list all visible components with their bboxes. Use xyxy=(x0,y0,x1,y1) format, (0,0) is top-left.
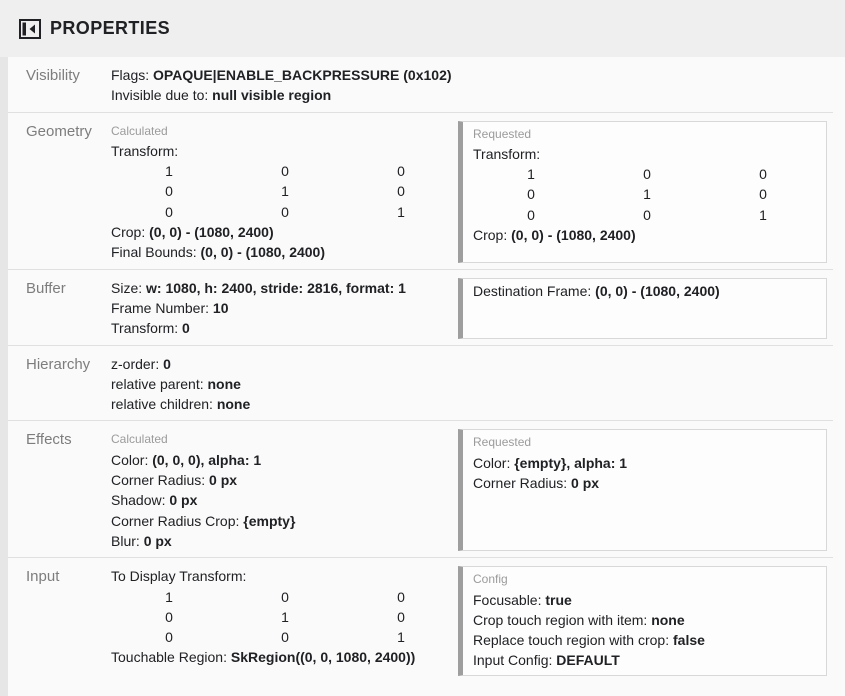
matrix-cell: 1 xyxy=(397,629,405,646)
property-key: Destination Frame: xyxy=(473,282,596,299)
property-row-crop xyxy=(473,225,816,245)
property-row-corner-radius-crop xyxy=(111,511,458,531)
property-key: Shadow: xyxy=(111,492,170,509)
matrix-cell: 0 xyxy=(165,629,173,646)
property-value: 0 xyxy=(182,320,190,337)
property-key: Corner Radius: xyxy=(111,472,210,489)
buffer-content xyxy=(111,278,458,339)
matrix-row xyxy=(111,587,459,607)
property-value: null visible region xyxy=(212,87,332,104)
property-row-relative-children xyxy=(111,394,458,414)
matrix-cell: 0 xyxy=(165,203,173,220)
properties-card xyxy=(8,57,845,696)
matrix-cell: 0 xyxy=(397,588,405,605)
property-row-size xyxy=(111,278,458,298)
section-geometry xyxy=(8,113,833,270)
property-key: Flags: xyxy=(111,67,154,83)
property-row-color xyxy=(111,450,458,470)
property-key: Color: xyxy=(473,454,515,471)
property-value: 0 px xyxy=(169,492,198,509)
property-value: 10 xyxy=(212,299,229,316)
matrix-cell: 0 xyxy=(643,206,651,223)
property-key: Touchable Region: xyxy=(111,649,231,666)
section-label-buffer: Buffer xyxy=(26,279,66,297)
section-label-hierarchy: Hierarchy xyxy=(26,355,91,373)
property-row-relative-parent xyxy=(111,374,458,394)
matrix-row xyxy=(111,627,459,647)
matrix-cell: 0 xyxy=(397,183,405,200)
section-input xyxy=(8,558,833,693)
property-row-flags xyxy=(111,65,458,85)
geometry-requested-box xyxy=(458,121,827,263)
property-value: {empty} xyxy=(243,512,296,529)
calculated-tag: Calculated xyxy=(111,123,168,138)
matrix-cell: 0 xyxy=(281,203,289,220)
property-row-touchable-region xyxy=(111,647,458,667)
property-row-crop-touch-region xyxy=(473,610,816,630)
property-key: Final Bounds: xyxy=(111,244,201,261)
matrix-cell: 1 xyxy=(643,186,651,203)
matrix-cell: 1 xyxy=(527,166,535,183)
section-label-input: Input xyxy=(26,568,60,586)
effects-calculated-content xyxy=(111,429,458,551)
property-row-transform xyxy=(111,318,458,338)
matrix-row xyxy=(111,181,459,201)
property-value: 0 px xyxy=(209,472,238,489)
matrix-cell: 1 xyxy=(281,183,289,200)
matrix-cell: 0 xyxy=(759,166,767,183)
property-value: none xyxy=(216,396,251,413)
property-key: relative children: xyxy=(111,396,217,413)
property-value: true xyxy=(545,591,572,608)
matrix-row xyxy=(111,607,459,627)
property-key: Corner Radius Crop: xyxy=(111,512,244,529)
matrix-cell: 0 xyxy=(527,186,535,203)
property-key: Input Config: xyxy=(473,652,557,669)
calculated-tag: Calculated xyxy=(111,432,168,447)
matrix-row xyxy=(473,164,821,184)
matrix-cell: 0 xyxy=(397,163,405,180)
section-label-visibility: Visibility xyxy=(26,67,80,84)
property-key: Blur: xyxy=(111,532,144,549)
property-value: (0, 0, 0), alpha: 1 xyxy=(152,451,262,468)
section-hierarchy xyxy=(8,346,833,422)
property-key: Size: xyxy=(111,279,147,296)
property-key: Transform: xyxy=(111,320,183,337)
property-value: (0, 0) - (1080, 2400) xyxy=(200,244,326,261)
input-config-box xyxy=(458,566,827,675)
property-row-crop xyxy=(111,222,458,242)
hierarchy-content xyxy=(111,354,458,415)
property-row-shadow xyxy=(111,490,458,510)
property-key: Color: xyxy=(111,451,153,468)
property-value: w: 1080, h: 2400, stride: 2816, format: 1 xyxy=(146,279,406,296)
property-key: Crop touch region with item: xyxy=(473,611,652,628)
requested-tag: Requested xyxy=(473,126,532,141)
section-effects xyxy=(8,421,833,558)
effects-requested-box xyxy=(458,429,827,551)
property-row-input-config xyxy=(473,650,816,670)
property-value: (0, 0) - (1080, 2400) xyxy=(511,227,636,244)
matrix-cell: 1 xyxy=(397,203,405,220)
property-key: Invisible due to: xyxy=(111,87,213,104)
properties-panel-header xyxy=(0,0,845,57)
property-key: Crop: xyxy=(111,224,150,241)
property-key: Corner Radius: xyxy=(473,475,572,492)
property-row-destination-frame xyxy=(473,281,816,301)
property-row-z-order xyxy=(111,354,458,374)
geometry-calculated-content xyxy=(111,121,458,263)
input-content xyxy=(111,566,458,675)
visibility-content xyxy=(111,65,458,106)
property-row-blur xyxy=(111,531,458,551)
matrix-row xyxy=(473,184,821,204)
collapse-panel-icon[interactable] xyxy=(18,17,42,41)
property-value: none xyxy=(651,611,685,628)
property-key: Crop: xyxy=(473,227,512,244)
to-display-transform-label: To Display Transform: xyxy=(111,568,247,585)
matrix-cell: 0 xyxy=(165,608,173,625)
property-value: none xyxy=(207,375,241,392)
property-value: (0, 0) - (1080, 2400) xyxy=(149,224,274,241)
config-tag: Config xyxy=(473,572,508,587)
property-value: (0, 0) - (1080, 2400) xyxy=(595,282,720,299)
matrix-cell: 0 xyxy=(397,608,405,625)
property-value: {empty}, alpha: 1 xyxy=(514,454,628,471)
matrix-row xyxy=(473,205,821,225)
property-row-final-bounds xyxy=(111,242,458,262)
property-row-corner-radius xyxy=(111,470,458,490)
transform-matrix xyxy=(111,587,459,648)
matrix-cell: 0 xyxy=(527,206,535,223)
property-row-color xyxy=(473,453,816,473)
section-label-effects: Effects xyxy=(26,431,72,449)
matrix-cell: 0 xyxy=(165,183,173,200)
property-value: SkRegion((0, 0, 1080, 2400)) xyxy=(230,649,416,666)
property-row-frame-number xyxy=(111,298,458,318)
property-row-invisible-due-to xyxy=(111,85,458,105)
matrix-cell: 1 xyxy=(759,206,767,223)
matrix-row xyxy=(111,161,459,181)
transform-label: Transform: xyxy=(473,145,541,162)
property-key: Focusable: xyxy=(473,591,546,608)
matrix-cell: 1 xyxy=(165,163,173,180)
transform-matrix xyxy=(473,164,821,225)
section-visibility xyxy=(8,57,833,113)
property-key: z-order: xyxy=(111,355,164,372)
property-key: Frame Number: xyxy=(111,299,213,316)
transform-matrix xyxy=(111,161,459,222)
transform-label: Transform: xyxy=(111,142,179,159)
matrix-cell: 0 xyxy=(281,588,289,605)
property-value: 0 px xyxy=(143,532,172,549)
matrix-row xyxy=(111,202,459,222)
requested-tag: Requested xyxy=(473,435,532,450)
matrix-cell: 0 xyxy=(281,629,289,646)
matrix-cell: 1 xyxy=(165,588,173,605)
property-key: relative parent: xyxy=(111,375,208,392)
property-row-replace-touch-region xyxy=(473,630,816,650)
matrix-cell: 0 xyxy=(281,163,289,180)
property-key: Replace touch region with crop: xyxy=(473,632,673,649)
property-row-focusable xyxy=(473,590,816,610)
property-value: false xyxy=(673,632,705,649)
buffer-requested-box xyxy=(458,278,827,339)
property-value: DEFAULT xyxy=(556,652,620,669)
section-buffer xyxy=(8,270,833,346)
property-value: 0 px xyxy=(571,475,600,492)
property-row-corner-radius xyxy=(473,473,816,493)
matrix-cell: 1 xyxy=(281,608,289,625)
property-value: OPAQUE|ENABLE_BACKPRESSURE (0x102) xyxy=(153,67,452,83)
property-value: 0 xyxy=(163,355,171,372)
matrix-cell: 0 xyxy=(643,166,651,183)
matrix-cell: 0 xyxy=(759,186,767,203)
section-label-geometry: Geometry xyxy=(26,122,92,140)
page-title: PROPERTIES xyxy=(50,18,171,38)
